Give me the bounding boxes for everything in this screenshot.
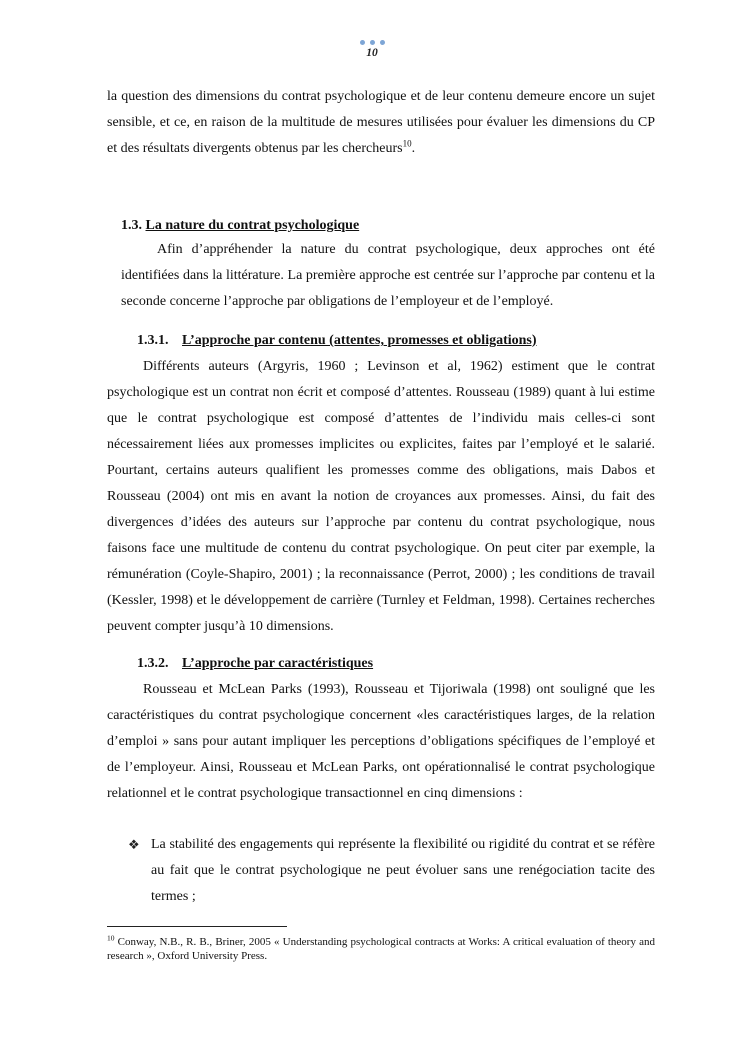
diamond-bullet-icon: ❖ [128, 837, 140, 852]
footnote-divider [107, 926, 287, 927]
bullet-text: La stabilité des engagements qui représente la flexibilité ou rigidité du contrat et se réfère au fait que le contrat psychologique ne peut évoluer sans une renégociation tacite des termes ; [151, 837, 655, 904]
section-title: La nature du contrat psychologique [145, 218, 360, 233]
intro-text: la question des dimensions du contrat psychologique et de leur contenu demeure encore un sujet sensible, et ce, en raison de la multitude de mesures utilisées pour évaluer les dimensions du CP et des résultats divergents obtenus par les chercheurs [107, 89, 655, 156]
section-1-3-heading [121, 216, 359, 236]
footnote-marker: 10 [107, 933, 115, 943]
subsection-number: 1.3.1. [137, 333, 169, 348]
section-1-3-2-paragraph: Rousseau et McLean Parks (1993), Rousseau et Tijoriwala (1998) ont souligné que les caractéristiques du contrat psychologique concernent «les caractéristiques larges, de la relation d’emploi » sans pour autant impliquer les perceptions d’obligations spécifiques de l’employé et de l’employeur. Ainsi, Rousseau et McLean Parks, ont opérationnalisé le contrat psychologique relationnel et le contrat psychologique transactionnel en cinq dimensions : [107, 682, 655, 801]
footnote [107, 935, 655, 963]
ornament-dot [360, 40, 365, 45]
bullet-item [128, 832, 655, 910]
page-ornament [0, 40, 744, 46]
page-header [0, 40, 744, 59]
section-1-3-1-heading [137, 331, 537, 351]
subsection-title: L’approche par caractéristiques [182, 656, 374, 671]
section-number: 1.3. [121, 218, 142, 233]
section-1-3-2-heading [137, 654, 373, 674]
intro-paragraph [107, 84, 655, 162]
section-1-3-paragraph: Afin d’appréhender la nature du contrat psychologique, deux approches ont été identifiées dans la littérature. La première approche est centrée sur l’approche par contenu et la seconde concerne l’approche par obligations de l’employeur et de l’employé. [121, 242, 655, 309]
footnote-text: Conway, N.B., R. B., Briner, 2005 « Understanding psychological contracts at Works: A critical evaluation of theory and research », Oxford University Press. [107, 936, 655, 962]
subsection-title: L’approche par contenu (attentes, promesses et obligations) [182, 333, 537, 348]
footnote-reference: 10 [402, 138, 412, 149]
subsection-number: 1.3.2. [137, 656, 169, 671]
intro-end: . [411, 141, 416, 156]
page-number: 10 [366, 47, 378, 59]
ornament-dot [380, 40, 385, 45]
ornament-dot [370, 40, 375, 45]
section-1-3-1-paragraph: Différents auteurs (Argyris, 1960 ; Levinson et al, 1962) estiment que le contrat psychologique est un contrat non écrit et composé d’attentes. Rousseau (1989) quant à lui estime que le contrat psychologique est composé d’attentes de l’individu mais celles-ci sont nécessairement liées aux promesses implicites ou explicites, faites par l’employé et le salarié. Pourtant, certains auteurs qualifient les promesses comme des obligations, mais Dabos et Rousseau (2004) ont mis en avant la notion de croyances aux promesses. Ainsi, du fait des divergences d’idées des auteurs sur l’approche par contenu du contrat psychologique, nous faisons face une multitude de contenu du contrat psychologique. On peut citer par exemple, la rémunération (Coyle-Shapiro, 2001) ; la reconnaissance (Perrot, 2000) ; les conditions de travail (Kessler, 1998) et le développement de carrière (Turnley et Feldman, 1998). Certaines recherches peuvent compter jusqu’à 10 dimensions. [107, 359, 655, 634]
